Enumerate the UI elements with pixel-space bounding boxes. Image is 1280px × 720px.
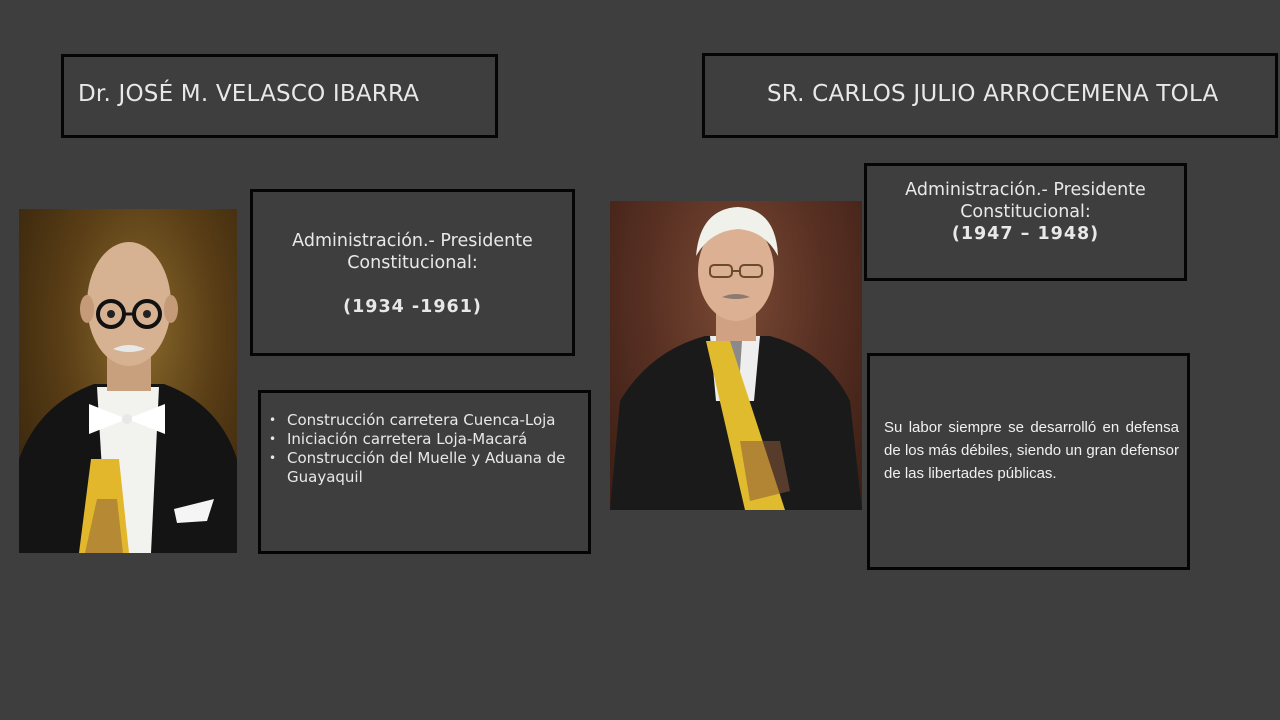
works-box-velasco xyxy=(258,390,591,554)
portrait-arrosemena-icon xyxy=(610,201,862,510)
title-box-arrosemena xyxy=(702,53,1278,138)
works-list xyxy=(269,411,566,487)
admin-label-arrosemena: Administración.- Presidente Constitucional: xyxy=(905,180,1146,222)
admin-box-arrosemena xyxy=(864,163,1187,281)
list-item: • Iniciación carretera Loja-Macará xyxy=(269,430,566,449)
portrait-arrosemena-image xyxy=(610,201,862,510)
president-title-velasco: Dr. JOSÉ M. VELASCO IBARRA xyxy=(78,81,420,107)
list-item: • Construcción carretera Cuenca-Loja xyxy=(269,411,566,430)
portrait-velasco-icon xyxy=(19,209,237,553)
description-box-arrosemena xyxy=(867,353,1190,570)
list-item: • Construcción del Muelle y Aduana de Guayaquil xyxy=(269,449,566,487)
admin-period-velasco: (1934 -1961) xyxy=(343,297,482,317)
portrait-velasco-image xyxy=(19,209,237,553)
admin-period-arrosemena: (1947 – 1948) xyxy=(951,224,1100,244)
admin-box-velasco xyxy=(250,189,575,356)
title-box-velasco xyxy=(61,54,498,138)
president-title-arrosemena: SR. CARLOS JULIO ARROCEMENA TOLA xyxy=(767,81,1219,107)
admin-label-velasco: Administración.- Presidente Constitucional: xyxy=(292,231,533,273)
description-text: Su labor siempre se desarrolló en defensa de los más débiles, siendo un gran defensor de las libertades públicas. xyxy=(884,419,1179,482)
